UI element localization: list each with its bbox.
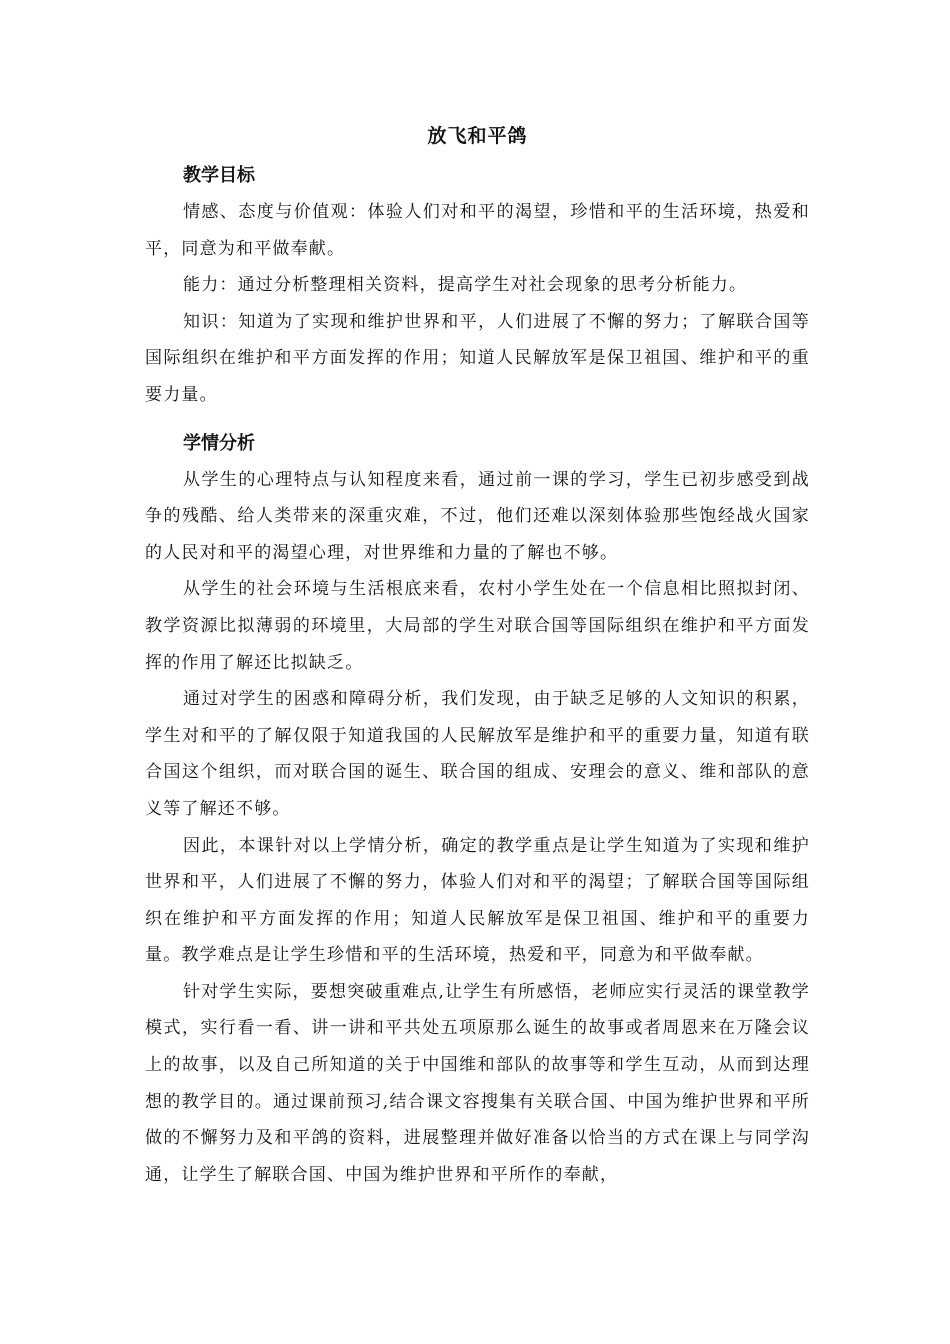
paragraph-ability-goal: 能力：通过分析整理相关资料，提高学生对社会现象的思考分析能力。: [183, 275, 748, 296]
paragraph-environment-analysis: 从学生的社会环境与生活根底来看，农村小学生处在一个信息相比照拟封闭、教学资源比拟薄弱的环境里，大局部的学生对联合国等国际组织在维护和平方面发挥的作用了解还比拟缺乏。: [145, 579, 810, 673]
section-heading-teaching-goals: 教学目标: [183, 165, 255, 186]
paragraph-difficulty-analysis: 通过对学生的困惑和障碍分析，我们发现，由于缺乏足够的人文知识的积累，学生对和平的了解仅限于知道我国的人民解放军是维护和平的重要力量，知道有联合国这个组织，而对联合国的诞生、联合国的组成、安理会的意义、维和部队的意义等了解还不够。: [145, 689, 810, 819]
paragraph-key-points: 因此，本课针对以上学情分析，确定的教学重点是让学生知道为了实现和维护世界和平，人们进展了不懈的努力，体验人们对和平的渴望；了解联合国等国际组织在维护和平方面发挥的作用；知道人民解放军是保卫祖国、维护和平的重要力量。教学难点是让学生珍惜和平的生活环境，热爱和平，同意为和平做奉献。: [145, 835, 810, 966]
paragraph-knowledge-goal: 知识：知道为了实现和维护世界和平，人们进展了不懈的努力；了解联合国等国际组织在维护和平方面发挥的作用；知道人民解放军是保卫祖国、维护和平的重要力量。: [145, 311, 810, 405]
paragraph-emotion-goal: 情感、态度与价值观：体验人们对和平的渴望，珍惜和平的生活环境，热爱和平，同意为和平做奉献。: [145, 202, 810, 259]
document-page: [145, 118, 810, 1193]
document-title: 放飞和平鸽: [427, 125, 528, 147]
paragraph-teaching-approach: 针对学生实际，要想突破重难点,让学生有所感悟，老师应实行灵活的课堂教学模式，实行看一看、讲一讲和平共处五项原那么诞生的故事或者周恩来在万隆会议上的故事，以及自己所知道的关于中国维和部队的故事等和学生互动，从而到达理想的教学目的。通过课前预习,结合课文容搜集有关联合国、中国为维护世界和平所做的不懈努力及和平鸽的资料，进展整理并做好准备以恰当的方式在课上与同学沟通，让学生了解联合国、中国为维护世界和平所作的奉献，: [145, 981, 810, 1185]
section-heading-learning-analysis: 学情分析: [183, 432, 255, 454]
paragraph-psychology-analysis: 从学生的心理特点与认知程度来看，通过前一课的学习，学生已初步感受到战争的残酷、给人类带来的深重灾难，不过，他们还难以深刻体验那些饱经战火国家的人民对和平的渴望心理，对世界维和力量的了解也不够。: [145, 469, 810, 563]
section-gap: [145, 414, 810, 426]
